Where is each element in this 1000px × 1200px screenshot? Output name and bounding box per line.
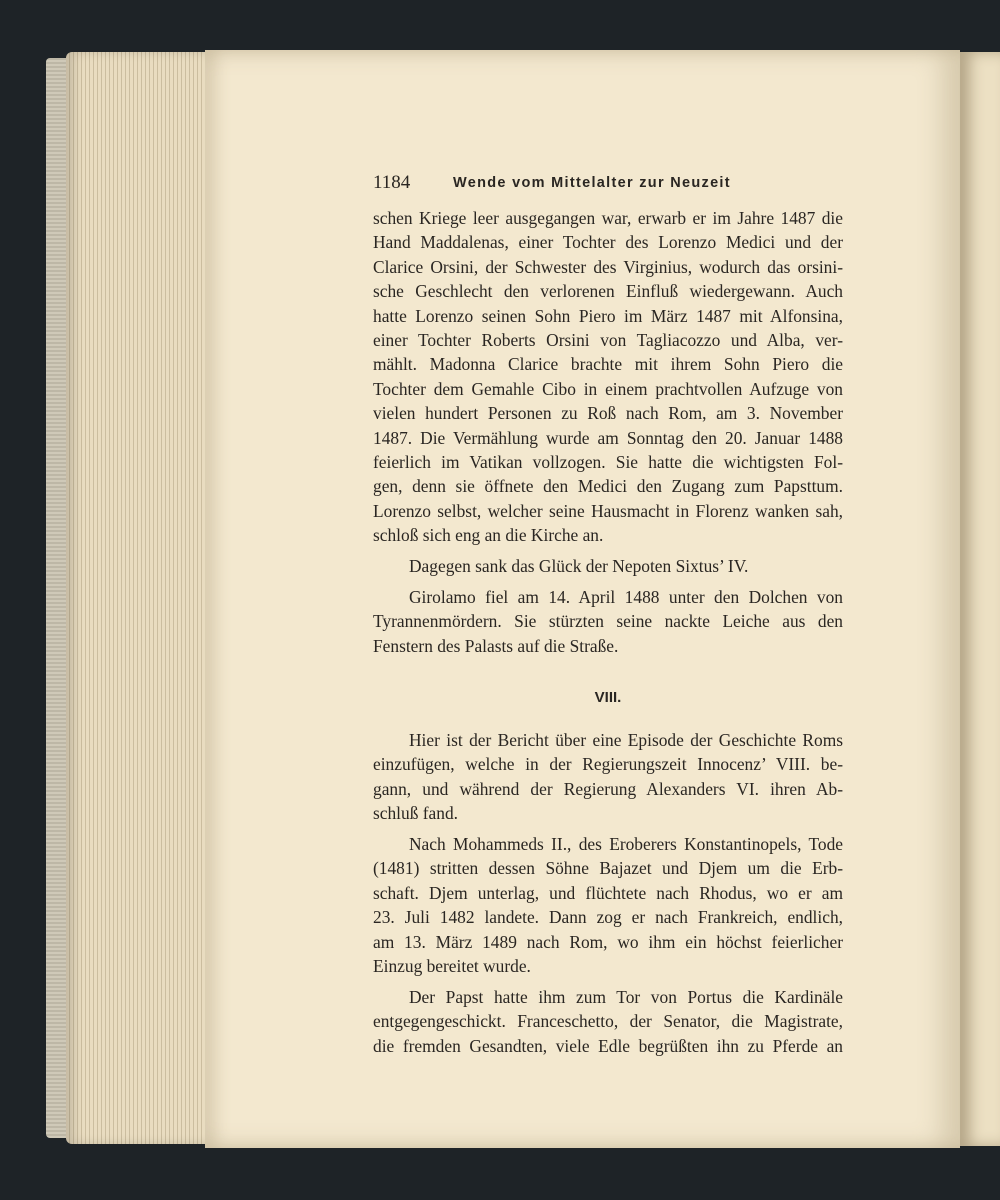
text-line: 23. Juli 1482 landete. Dann zog er nach Frankreich, endlich,	[373, 907, 843, 928]
text-line: vielen hundert Personen zu Roß nach Rom, am 3. November	[373, 403, 843, 424]
text-line: sche Geschlecht den verlorenen Einfluß wiedergewann. Auch	[373, 281, 843, 302]
text-line: Dagegen sank das Glück der Nepoten Sixtus’ IV.	[409, 555, 749, 576]
text-line: einer Tochter Roberts Orsini von Tagliacozzo und Alba, ver-	[373, 329, 843, 350]
text-line: Tyrannenmördern. Sie stürzten seine nackte Leiche aus den	[373, 611, 843, 632]
paragraph	[373, 206, 843, 547]
text-line: mählt. Madonna Clarice brachte mit ihrem Sohn Piero die	[373, 354, 843, 375]
page-header	[373, 172, 843, 196]
text-line: entgegengeschickt. Franceschetto, der Senator, die Magistrate,	[373, 1011, 843, 1032]
paragraph	[373, 832, 843, 978]
page-number: 1184	[373, 172, 411, 193]
running-title: Wende vom Mittelalter zur Neuzeit	[453, 175, 731, 191]
paragraph	[373, 728, 843, 826]
paragraph	[373, 985, 843, 1058]
text-line: Der Papst hatte ihm zum Tor von Portus die Kardinäle	[409, 986, 843, 1007]
text-line: schaft. Djem unterlag, und flüchtete nach Rhodus, wo er am	[373, 882, 843, 903]
text-line: Fenstern des Palasts auf die Straße.	[373, 635, 619, 656]
paragraph	[373, 585, 843, 658]
text-line: schluß fand.	[373, 803, 459, 824]
text-line: Tochter dem Gemahle Cibo in einem prachtvollen Aufzuge von	[373, 378, 843, 399]
page-edges	[66, 52, 206, 1144]
text-line: feierlich im Vatikan vollzogen. Sie hatte die wichtigsten Fol-	[373, 451, 843, 472]
text-line: Girolamo fiel am 14. April 1488 unter den Dolchen von	[409, 586, 843, 607]
text-line: schen Kriege leer ausgegangen war, erwarb er im Jahre 1487 die	[373, 208, 843, 228]
text-line: am 13. März 1489 nach Rom, wo ihm ein höchst feierlicher	[373, 931, 843, 952]
text-line: 1487. Die Vermählung wurde am Sonntag den 20. Januar 1488	[373, 427, 843, 448]
text-line: Einzug bereitet wurde.	[373, 956, 531, 977]
facing-page-edge	[960, 52, 1000, 1146]
text-line: einzufügen, welche in der Regierungszeit Innocenz’ VIII. be-	[373, 754, 843, 775]
text-line: (1481) stritten dessen Söhne Bajazet und Djem um die Erb-	[373, 858, 843, 879]
text-line: Hier ist der Bericht über eine Episode der Geschichte Roms	[409, 730, 843, 751]
paragraph	[373, 554, 843, 578]
page-body	[373, 206, 843, 1065]
text-line: hatte Lorenzo seinen Sohn Piero im März 1487 mit Alfonsina,	[373, 305, 843, 326]
text-line: die fremden Gesandten, viele Edle begrüßten ihn zu Pferde an	[373, 1035, 843, 1056]
text-line: gann, und während der Regierung Alexanders VI. ihren Ab-	[373, 778, 843, 799]
text-line: Clarice Orsini, der Schwester des Virginius, wodurch das orsini-	[373, 256, 843, 277]
section-heading: VIII.	[594, 689, 622, 707]
text-line: schloß sich eng an die Kirche an.	[373, 525, 604, 546]
text-line: Hand Maddalenas, einer Tochter des Lorenzo Medici und der	[373, 232, 843, 253]
text-line: gen, denn sie öffnete den Medici den Zugang zum Papsttum.	[373, 476, 843, 497]
text-line: Nach Mohammeds II., des Eroberers Konstantinopels, Tode	[409, 834, 843, 855]
text-line: Lorenzo selbst, welcher seine Hausmacht in Florenz wanken sah,	[373, 500, 843, 521]
